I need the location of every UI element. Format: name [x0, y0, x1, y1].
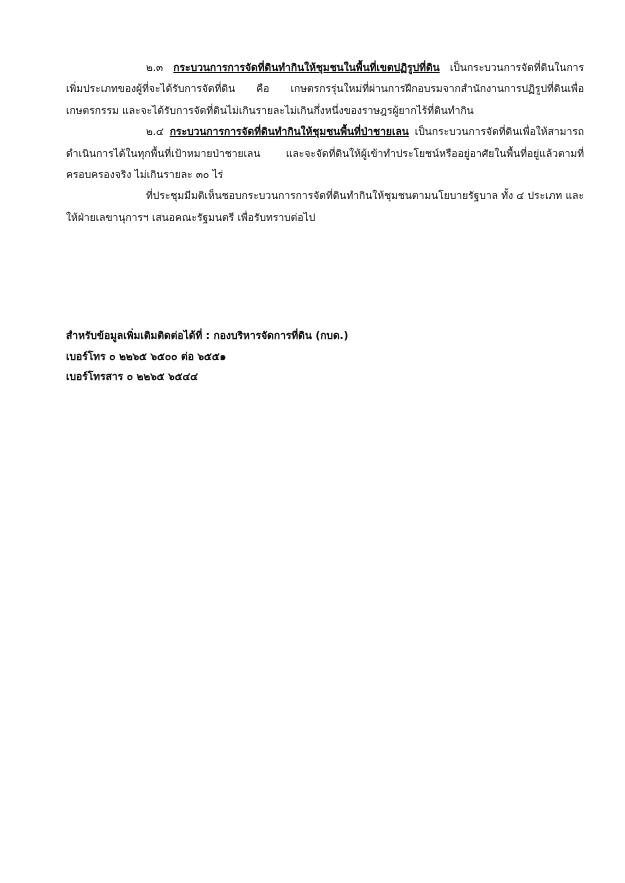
contact-info-line: สำหรับข้อมูลเพิ่มเติมติดต่อได้ที่ : กองบริหารจัดการที่ดิน (กบด.) — [66, 330, 349, 342]
document-body — [66, 58, 584, 229]
section-2-4-text: เป็นกระบวนการจัดที่ดินเพื่อให้สามารถดำเนินการได้ในทุกพื้นที่เป้าหมายป่าชายเลน และจะจัดที่ดินให้ผู้เข้าทำประโยชน์หรืออยู่อาศัยในพื้นที่อยู่แล้วตามที่ครอบครองจริง ไม่เกินรายละ ๓๐ ไร่ — [66, 126, 584, 182]
resolution-text: ที่ประชุมมีมติเห็นชอบกระบวนการการจัดที่ดินทำกินให้ชุมชนตามนโยบายรัฐบาล ทั้ง ๔ ประเภท และให้ฝ่ายเลขานุการฯ เสนอคณะรัฐมนตรี เพื่อรับทราบต่อไป — [66, 190, 584, 224]
contact-phone-line: เบอร์โทร ๐ ๒๒๖๕ ๖๕๐๐ ต่อ ๖๕๕๑ — [66, 350, 227, 363]
contact-block — [66, 326, 584, 388]
section-2-4-number: ๒.๔ — [146, 126, 164, 139]
resolution-paragraph — [66, 186, 584, 229]
section-2-3-heading: กระบวนการการจัดที่ดินทำกินให้ชุมชนในพื้นที่เขตปฏิรูปที่ดิน — [173, 62, 440, 74]
section-2-3-number: ๒.๓ — [146, 62, 164, 74]
section-2-3-text: เป็นกระบวนการจัดที่ดินในการเพิ่มประเภทของผู้ที่จะได้รับการจัดที่ดิน คือ เกษตรกรรุ่นใหม่ที่ผ่านการฝึกอบรมจากสำนักงานการปฏิรูปที่ดินเพื่อเกษตรกรรม และจะได้รับการจัดที่ดินไม่เกินรายละไม่เกินกึ่งหนึ่งของราษฎรผู้ยากไร้ที่ดินทำกิน — [66, 62, 584, 117]
section-2-4-paragraph — [66, 122, 584, 186]
section-2-3-paragraph — [66, 58, 584, 122]
contact-fax-line: เบอร์โทรสาร ๐ ๒๒๖๕ ๖๕๔๔ — [66, 371, 199, 383]
section-2-4-heading: กระบวนการการจัดที่ดินทำกินให้ชุมชนพื้นที่ป่าชายเลน — [169, 126, 409, 139]
